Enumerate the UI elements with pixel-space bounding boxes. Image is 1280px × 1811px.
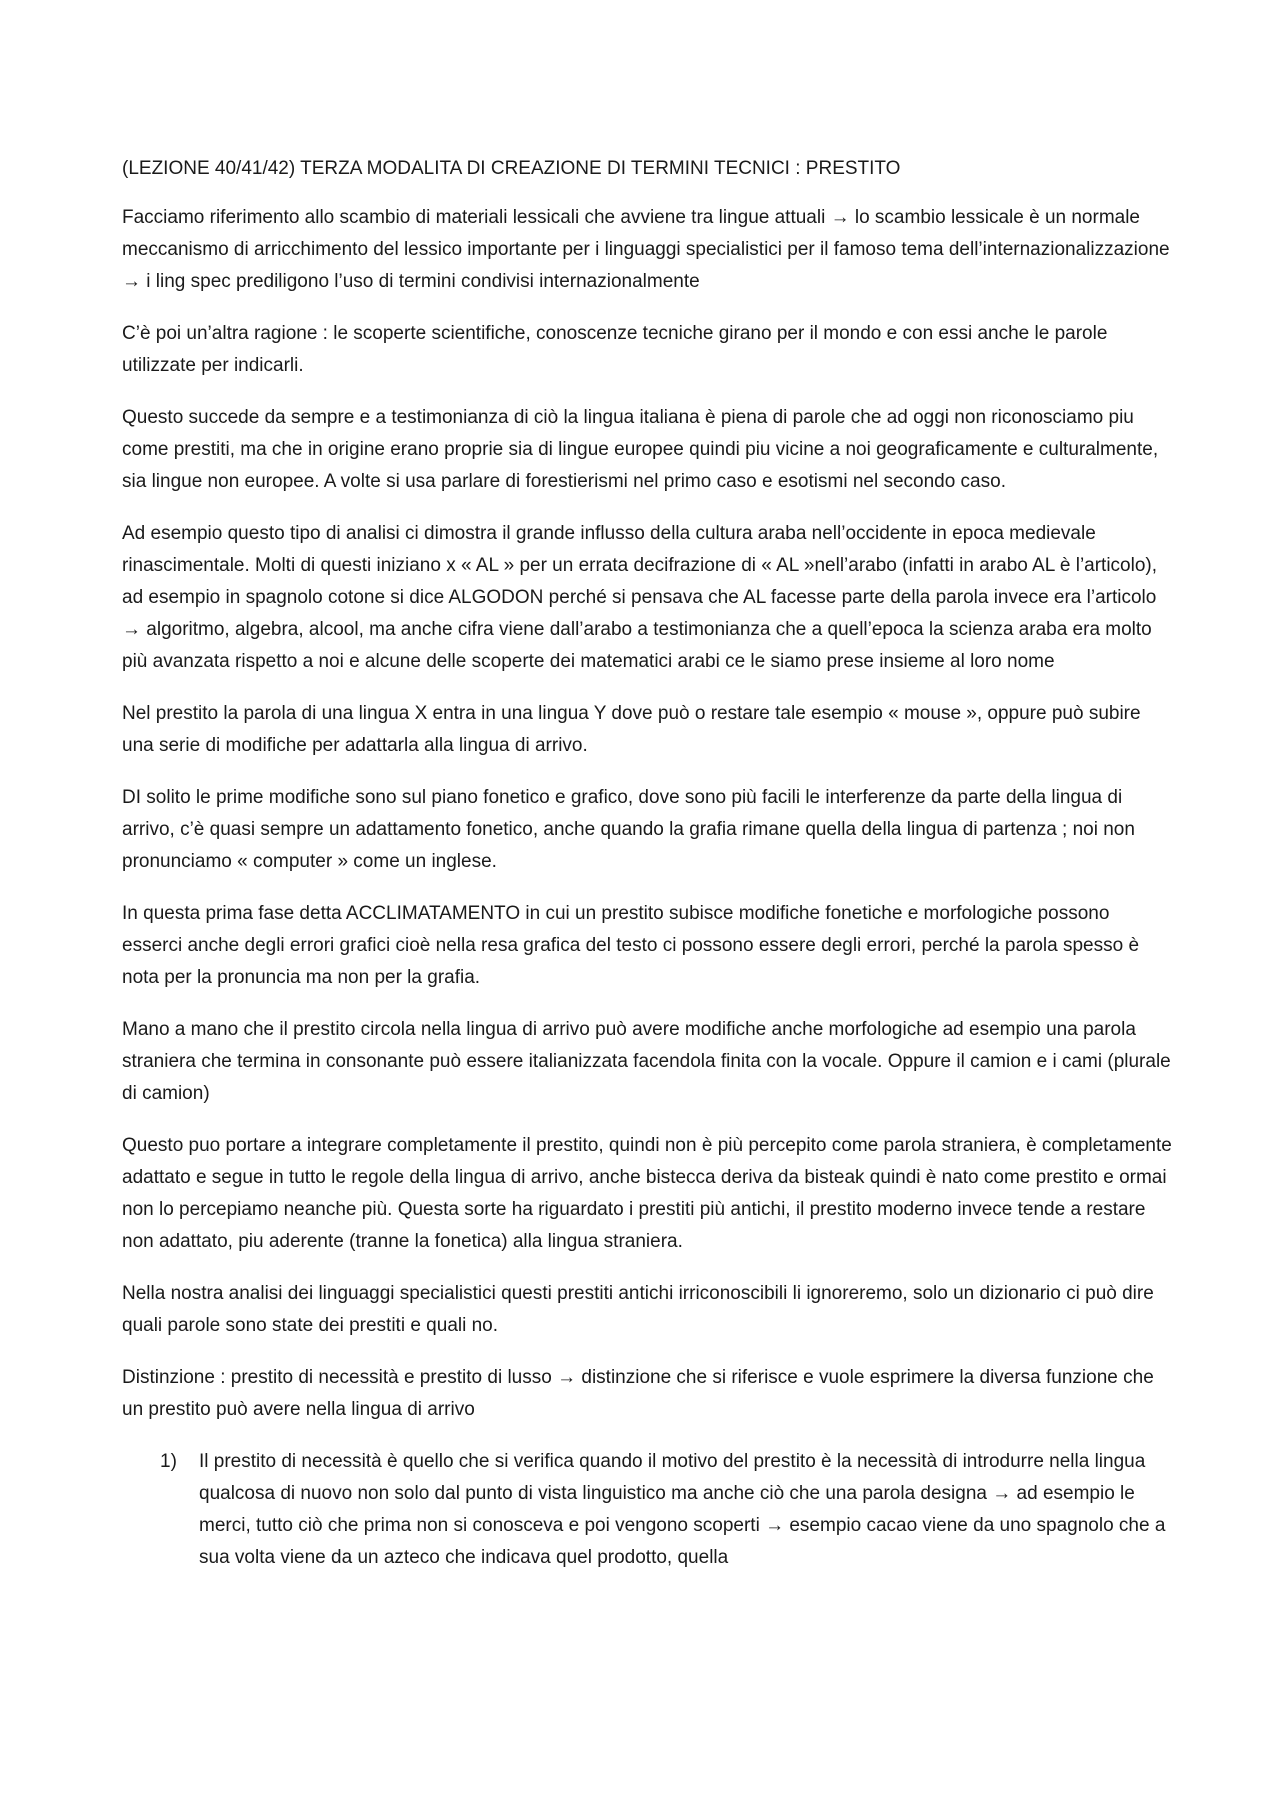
paragraph-5: Nel prestito la parola di una lingua X entra in una lingua Y dove può o restare tale esempio « mouse », oppure può subire una serie di modifiche per adattarla alla lingua di arrivo. [122, 703, 1141, 756]
paragraph-10: Nella nostra analisi dei linguaggi specialistici questi prestiti antichi irriconoscibili li ignoreremo, solo un dizionario ci può dire quali parole sono state dei prestiti e quali no. [122, 1283, 1154, 1336]
list-item [122, 1446, 1172, 1574]
paragraph-11: Distinzione : prestito di necessità e prestito di lusso → distinzione che si riferisce e vuole esprimere la diversa funzione che un prestito può avere nella lingua di arrivo [122, 1367, 1154, 1420]
list-item-text: Il prestito di necessità è quello che si verifica quando il motivo del prestito è la necessità di introdurre nella lingua qualcosa di nuovo non solo dal punto di vista linguistico ma anche ciò che una parola designa → ad esempio le merci, tutto ciò che prima non si conosceva e poi vengono scoperti → esempio cacao viene da uno spagnolo che a sua volta viene da un azteco che indicava quel prodotto, quella [199, 1451, 1166, 1568]
paragraph-1: Facciamo riferimento allo scambio di materiali lessicali che avviene tra lingue attuali → lo scambio lessicale è un normale meccanismo di arricchimento del lessico importante per i linguaggi specialistici per il famoso tema dell’internazionalizzazione → i ling spec prediligono l’uso di termini condivisi internazionalmente [122, 207, 1170, 292]
document-title: (LEZIONE 40/41/42) TERZA MODALITA DI CREAZIONE DI TERMINI TECNICI : PRESTITO [122, 158, 901, 179]
paragraph-2: C’è poi un’altra ragione : le scoperte scientifiche, conoscenze tecniche girano per il mondo e con essi anche le parole utilizzate per indicarli. [122, 323, 1108, 376]
paragraph-6: DI solito le prime modifiche sono sul piano fonetico e grafico, dove sono più facili le interferenze da parte della lingua di arrivo, c’è quasi sempre un adattamento fonetico, anche quando la grafia rimane quella della lingua di partenza ; noi non pronunciamo « computer » come un inglese. [122, 787, 1135, 872]
paragraph-9: Questo puo portare a integrare completamente il prestito, quindi non è più percepito come parola straniera, è completamente adattato e segue in tutto le regole della lingua di arrivo, anche bistecca deriva da bisteak quindi è nato come prestito e ormai non lo percepiamo neanche più. Questa sorte ha riguardato i prestiti più antichi, il prestito moderno invece tende a restare non adattato, piu aderente (tranne la fonetica) alla lingua straniera. [122, 1135, 1172, 1252]
paragraph-4: Ad esempio questo tipo di analisi ci dimostra il grande influsso della cultura araba nell’occidente in epoca medievale rinascimentale. Molti di questi iniziano x « AL » per un errata decifrazione di « AL »nell’arabo (infatti in arabo AL è l’articolo), ad esempio in spagnolo cotone si dice ALGODON perché si pensava che AL facesse parte della parola invece era l’articolo → algoritmo, algebra, alcool, ma anche cifra viene dall’arabo a testimonianza che a quell’epoca la scienza araba era molto più avanzata rispetto a noi e alcune delle scoperte dei matematici arabi ce le siamo prese insieme al loro nome [122, 523, 1158, 672]
numbered-list [122, 1446, 1172, 1574]
paragraph-7: In questa prima fase detta ACCLIMATAMENTO in cui un prestito subisce modifiche fonetiche e morfologiche possono esserci anche degli errori grafici cioè nella resa grafica del testo ci possono essere degli errori, perché la parola spesso è nota per la pronuncia ma non per la grafia. [122, 903, 1140, 988]
list-item-number: 1) [160, 1451, 177, 1472]
document-page [122, 153, 1172, 1574]
paragraph-8: Mano a mano che il prestito circola nella lingua di arrivo può avere modifiche anche morfologiche ad esempio una parola straniera che termina in consonante può essere italianizzata facendola finita con la vocale. Oppure il camion e i cami (plurale di camion) [122, 1019, 1171, 1104]
paragraph-3: Questo succede da sempre e a testimonianza di ciò la lingua italiana è piena di parole che ad oggi non riconosciamo piu come prestiti, ma che in origine erano proprie sia di lingue europee quindi piu vicine a noi geograficamente e culturalmente, sia lingue non europee. A volte si usa parlare di forestierismi nel primo caso e esotismi nel secondo caso. [122, 407, 1159, 492]
